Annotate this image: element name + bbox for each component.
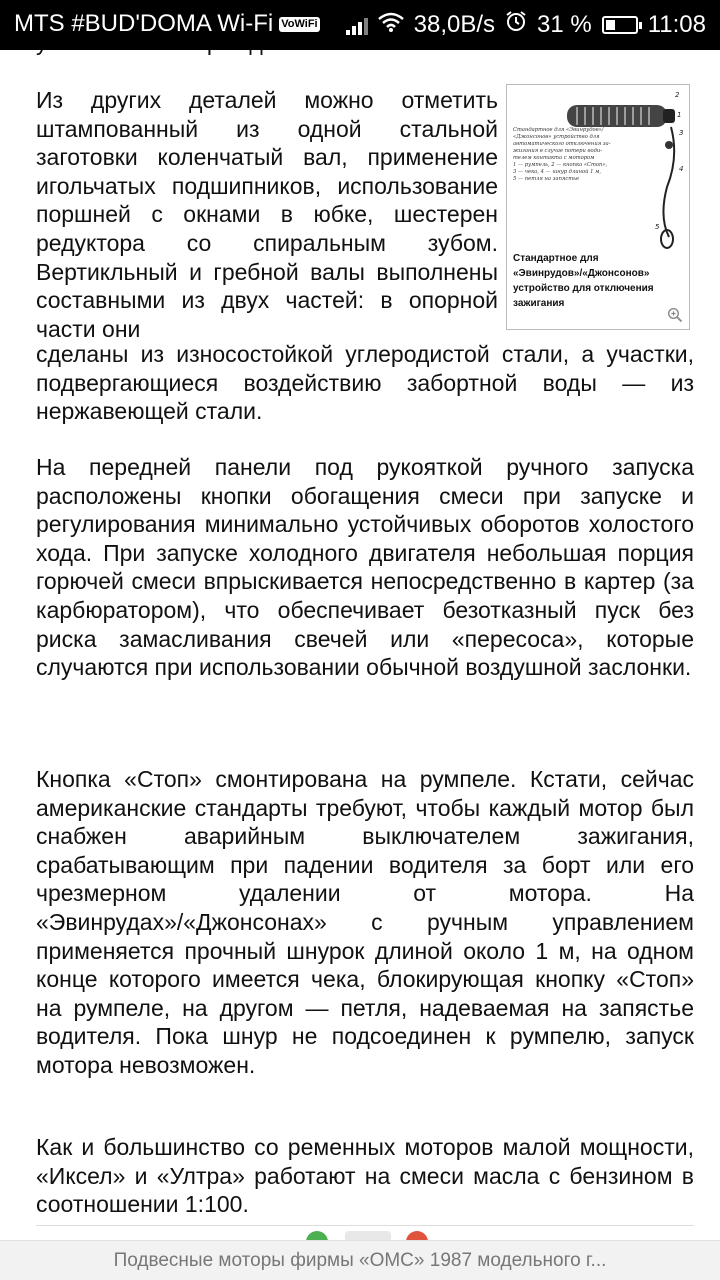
callout-4: 4 (679, 165, 684, 173)
paragraph-4: Как и большинство со ременных моторов малой мощности, «Иксел» и «Ултра» работают на смеси масла с бензином в соотношении 1:100. (36, 1134, 694, 1218)
callout-1: 1 (677, 111, 682, 119)
status-right (346, 10, 706, 39)
paragraph-3: Кнопка «Стоп» смонтирована на румпеле. Кстати, сейчас американские стандарты требуют, чтобы каждый мотор был снабжен аварийным выключателем зажигания, срабатывающим при падении водителя за борт или его чрезмерном удалении от мотора. На «Эвинрудах»/«Джонсонах» с ручным управлением применяется прочный шнурок длиной около 1 м, на одном конце которого имеется чека, блокирующая кнопку «Стоп» на румпеле, на другом — петля, надеваемая на запястье водителя. Пока шнур не подсоединен к румпелю, запуск мотора невозможен. (36, 766, 694, 1078)
kill-switch-diagram-image (509, 87, 687, 251)
paragraph-1-part-a: Из других деталей можно отметить штампованный из одной стальной заготовки коленчатый вал, применение игольчатых подшипников, использование поршней с окнами в юбке, шестерен редуктора со спиральным зубом. Вертикльный и гребной валы выполнены составными из двух частей: в опорной части они (36, 87, 498, 342)
paragraph-1-tail (36, 340, 694, 426)
clock: 11:08 (647, 10, 706, 38)
alarm-icon (505, 10, 527, 39)
paragraph-1-part-b: сделаны из износостойкой углеродистой стали, а участки, подвергающиеся воздействию забортной воды — из нержавеющей стали. (36, 341, 694, 425)
figure-caption: Стандартное для «Эвинрудов»/«Джонсонов» устройство для отключения зажигания (513, 253, 654, 309)
carrier-label: MTS #BUD'DOMA Wi-Fi (14, 10, 274, 37)
callout-2: 2 (675, 91, 680, 99)
bottom-title-bar[interactable] (0, 1240, 720, 1280)
vowifi-badge: VoWiFi (281, 17, 318, 30)
svg-text:Стандартное для «Эвинрудов»/: Стандартное для «Эвинрудов»/ «Джонсонов» устройство для автоматического отключения за- жигания в случае потери води- телем контакта с мотором 1 — румпель, 2 — кнопка «Стоп», 3 — чека, 4 — шнур длиной 1 м, 5 — петля на запястье (513, 127, 611, 182)
paragraph-2: На передней панели под рукояткой ручного запуска расположены кнопки обогащения смеси при запуске и регулирования минимально устойчивых оборотов холостого хода. При запуске холодного двигателя небольшая порция горючей смеси впрыскивается непосредственно в картер (за карбюратором), что обеспечивает безотказный пуск без риска замасливания свечей или «пересоса», которые случаются при использовании обычной воздушной заслонки. (36, 454, 694, 681)
network-speed: 38,0B/s (413, 10, 496, 38)
paragraph-1-wrapped (36, 86, 498, 343)
status-bar (0, 0, 720, 50)
page-title: Подвесные моторы фирмы «ОМС» 1987 модельного г... (113, 1249, 607, 1271)
battery-percent: 31 % (537, 10, 592, 38)
content-divider (36, 1225, 694, 1226)
battery-icon (602, 16, 638, 34)
status-left (14, 10, 320, 38)
callout-3: 3 (679, 129, 684, 137)
zoom-in-icon[interactable] (667, 307, 683, 323)
figure-card[interactable] (506, 84, 690, 330)
callout-5: 5 (655, 223, 660, 231)
wifi-icon (378, 11, 404, 39)
signal-icon (346, 15, 368, 35)
